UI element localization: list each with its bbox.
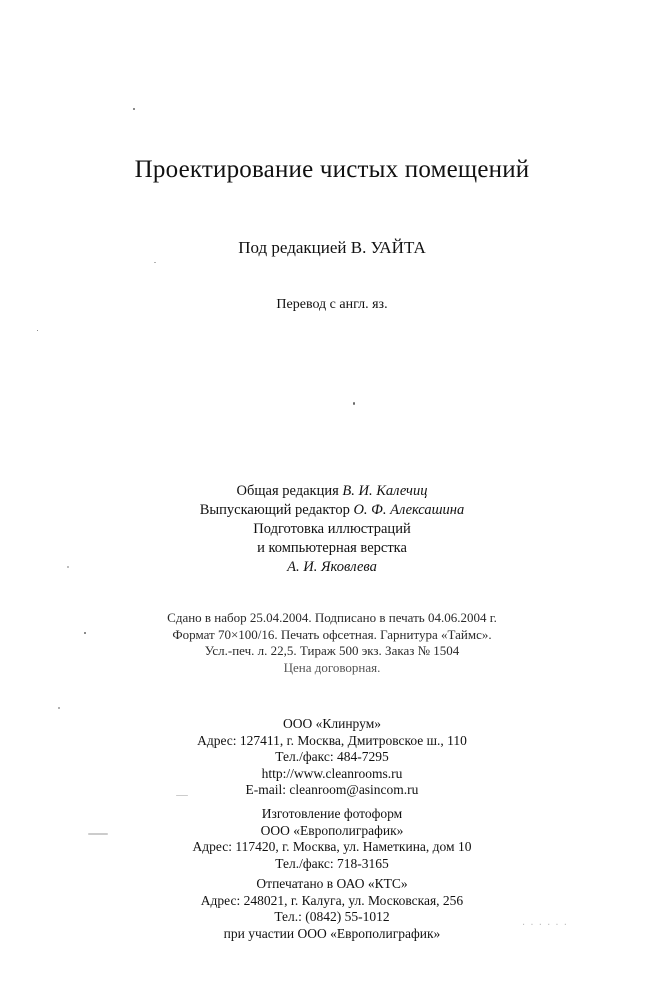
printing-line: Отпечатано в ОАО «КТС» [256, 876, 408, 891]
scan-speck [133, 108, 135, 110]
photoform-company: ООО «Европолиграфик» [260, 822, 404, 838]
imprint-block [0, 610, 664, 676]
printing-block [0, 876, 664, 942]
printing-participation: при участии ООО «Европолиграфик» [223, 925, 441, 941]
faint-stamp-mark: · · · · · · [522, 920, 568, 931]
release-editor-name: О. Ф. Алексашина [353, 502, 465, 518]
photoform-phone: Тел./факс: 718-3165 [275, 855, 389, 871]
publisher-phone: Тел./факс: 484-7295 [275, 749, 389, 764]
printing-address: Адрес: 248021, г. Калуга, ул. Московская, 256 [200, 892, 464, 908]
publisher-block [0, 716, 664, 799]
translation-note: Перевод с англ. яз. [276, 297, 388, 312]
imprint-line-4: Цена договорная. [283, 659, 381, 675]
general-editor-label: Общая редакция [236, 483, 339, 499]
scan-speck [88, 833, 108, 835]
printing-phone: Тел.: (0842) 55-1012 [274, 909, 390, 924]
photoform-line: Изготовление фотоформ [261, 806, 403, 821]
credits-block [0, 482, 664, 577]
photoform-block [0, 806, 664, 872]
imprint-line-3: Усл.-печ. л. 22,5. Тираж 500 экз. Заказ № 1504 [204, 643, 460, 658]
publisher-url: http://www.cleanrooms.ru [261, 765, 403, 781]
scan-speck [353, 402, 355, 405]
book-title: Проектирование чистых помещений [134, 156, 530, 183]
illustration-name: А. И. Яковлева [287, 559, 377, 575]
illustration-line-1: Подготовка иллюстраций [253, 521, 411, 537]
publisher-address: Адрес: 127411, г. Москва, Дмитровское ш., 110 [197, 732, 467, 748]
imprint-line-2: Формат 70×100/16. Печать офсетная. Гарнитура «Таймс». [172, 626, 492, 642]
editor-line: Под редакцией В. УАЙТА [238, 238, 426, 257]
publisher-name: ООО «Клинрум» [282, 716, 381, 731]
scan-speck [58, 707, 60, 709]
photoform-address: Адрес: 117420, г. Москва, ул. Наметкина, дом 10 [192, 839, 472, 854]
release-editor-label: Выпускающий редактор [199, 502, 350, 518]
illustration-line-2: и компьютерная верстка [257, 540, 407, 556]
release-editor-line [0, 501, 664, 520]
publisher-email: E-mail: cleanroom@asincom.ru [245, 782, 419, 797]
scan-speck [37, 330, 38, 331]
general-editor-line [0, 482, 664, 501]
general-editor-name: В. И. Калечиц [342, 483, 428, 499]
scan-speck [154, 262, 156, 263]
imprint-line-1: Сдано в набор 25.04.2004. Подписано в печать 04.06.2004 г. [167, 610, 497, 625]
scan-speck [84, 632, 86, 634]
scan-speck [67, 566, 69, 568]
scan-speck [176, 795, 188, 796]
